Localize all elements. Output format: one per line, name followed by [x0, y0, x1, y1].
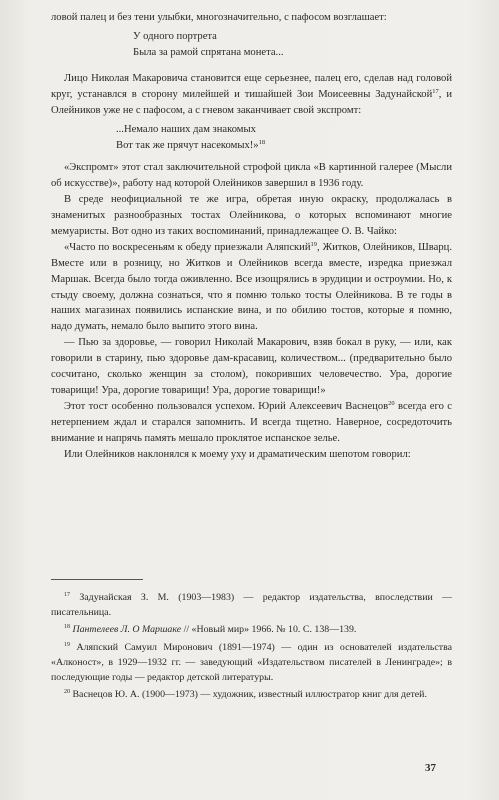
verse-quote: [116, 122, 452, 154]
footnote: [51, 687, 452, 702]
footnote-text: Задунайская З. М. (1903—1983) — редактор издательства, впоследствии — писательница.: [51, 592, 452, 619]
footnote-number: 20: [64, 689, 70, 696]
paragraph: «Экспромт» этот стал заключительной строфой цикла «В картинной галерее (Мысли об искусстве)», работу над которой Олейников завершил в 1936 году.: [51, 162, 452, 190]
page-number: 37: [425, 762, 436, 774]
verse-line: [116, 138, 452, 154]
paragraph-text: , Житков, Олейников, Шварц. Вместе или в розницу, но Житков и Олейников всегда вместе, изредка приезжал Маршак. Всегда было тогда оживленно. Все изощрялись в эрудиции и остроумии. Но, к стыду своему, должна сознаться, что я помню только тосты Олейникова. В те годы в наших магазинах появились испанские вина, и по обилию тостов, которые я помню, надо думать, немало было выпито этого вина.: [51, 241, 452, 333]
paragraph-text: Этот тост особенно пользовался успехом. Юрий Алексеевич Васнецов: [64, 400, 389, 412]
paragraph: — Пью за здоровье, — говорил Николай Макарович, взяв бокал в руку, — или, как говорили в старину, пью здоровье дам-красавиц, количеством... (предварительно было сосчитано, сколько женщин за столом), покоривших человечество. Ура, дорогие товарищи! Ура, дорогие товарищи! Ура, дорогие товарищи!»: [51, 337, 452, 396]
paragraph: [51, 71, 452, 119]
footnote-text: // «Новый мир» 1966. № 10. С. 138—139.: [181, 624, 357, 636]
paragraph: [51, 399, 452, 447]
verse-line: ...Немало наших дам знакомых: [116, 124, 256, 136]
verse-line-text: Вот так же прячут насекомых!»: [116, 140, 259, 152]
footnote: [51, 622, 452, 637]
footnote-text: Аляпский Самуил Миронович (1891—1974) — один из основателей издательства «Алконост», в 1929—1932 гг. — заведующий «Издательством писателей в Ленинграде»; в последующие годы — редактор детской литературы.: [51, 641, 453, 684]
paragraph: [51, 240, 452, 335]
verse-line: Была за рамой спрятана монета...: [133, 46, 284, 58]
footnote-ref: 20: [388, 399, 395, 407]
verse-line: У одного портрета: [133, 30, 217, 42]
footnote: [51, 640, 452, 686]
footnote-number: 17: [64, 592, 70, 598]
paragraph-text: Лицо Николая Макаровича становится еще серьезнее, палец его, сделав над головой круг, устанавлся в сторону милейшей и тишайшей Зои Моисеевны Задунайской: [51, 72, 452, 100]
main-text: [51, 10, 452, 462]
footnote-ref: 19: [310, 240, 318, 248]
footnote-divider: [51, 579, 143, 580]
paragraph-text: всегда его с нетерпением ждал и старался запомнить. И всегда тщетно. Наверное, сосредоточить внимание и напрячь память мешало проклятое испанское зелье.: [51, 400, 452, 444]
footnote-ref: 18: [258, 139, 266, 147]
footnote-number: 18: [64, 624, 70, 631]
paragraph-text: «Часто по воскресеньям к обеду приезжали Аляпский: [64, 241, 311, 253]
paragraph: В среде неофициальной те же игра, обретая иную окраску, продолжалась в знаменитых разнообразных тостах Олейникова, о которых вспоминают многие мемуаристы. Вот одно из таких воспоминаний, принадлежащее О. В. Чайко:: [51, 194, 452, 237]
paragraph: ловой палец и без тени улыбки, многозначительно, с пафосом возглашает:: [51, 12, 387, 23]
paragraph: Или Олейников наклонялся к моему уху и драматическим шепотом говорил:: [64, 448, 411, 460]
footnote: [51, 590, 452, 620]
verse-quote: [133, 29, 452, 61]
footnote-italic-text: Пантелеев Л. О Маршаке: [72, 624, 182, 636]
footnotes: [51, 590, 452, 704]
paragraph-text: , и Олейников уже не с пафосом, а с гневом заканчивает свой экспромт:: [51, 88, 452, 116]
footnote-text: Васнецов Ю. А. (1900—1973) — художник, известный иллюстратор книг для детей.: [72, 689, 427, 701]
footnote-number: 19: [64, 641, 70, 648]
footnote-ref: 17: [432, 87, 439, 95]
